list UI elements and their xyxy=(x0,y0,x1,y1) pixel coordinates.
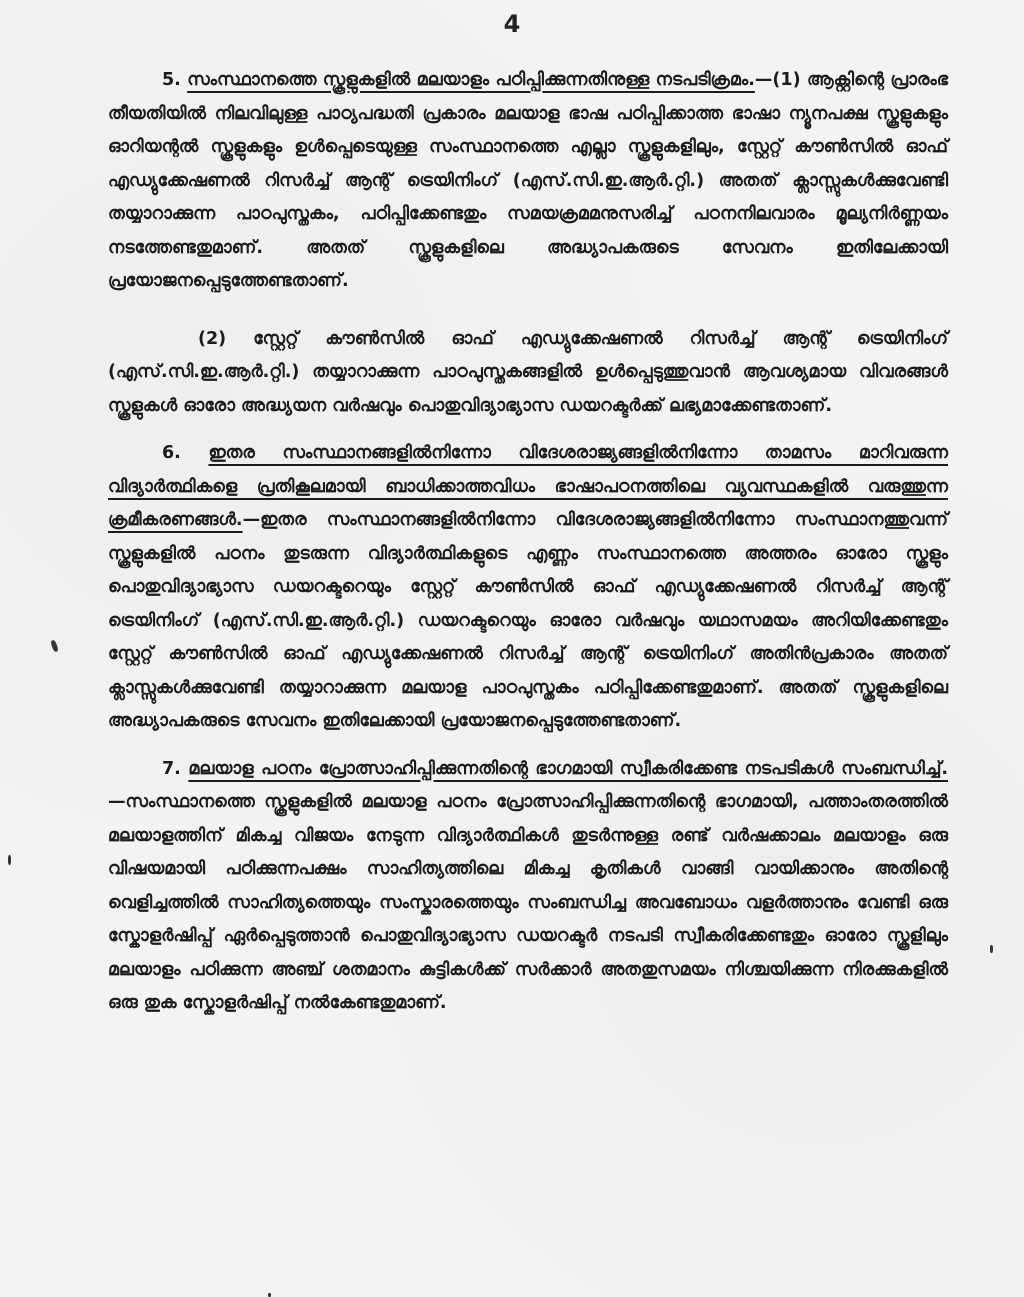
scan-speck xyxy=(268,1293,271,1297)
section-5-dash: — xyxy=(754,70,773,90)
section-7-text: സംസ്ഥാനത്തെ സ്കൂളുകളിൽ മലയാള പഠനം പ്രോത്സാഹിപ്പിക്കുന്നതിന്റെ ഭാഗമായി, പത്താംതരത്തിൽ മലയാളത്തിന് മികച്ച വിജയം നേടുന്ന വിദ്യാർത്ഥികൾ തുടർന്നുള്ള രണ്ട് വർഷക്കാലം മലയാളം ഒരു വിഷയമായി പഠിക്കുന്നപക്ഷം സാഹിത്യത്തിലെ മികച്ച കൃതികൾ വാങ്ങി വായിക്കാനും അതിന്റെ വെളിച്ചത്തിൽ സാഹിത്യത്തെയും സംസ്കാരത്തെയും സംബന്ധിച്ച അവബോധം വളർത്താനും വേണ്ടി ഒരു സ്കോളർഷിപ്പ് ഏർപ്പെടുത്താൻ പൊതുവിദ്യാഭ്യാസ ഡയറക്ടർ നടപടി സ്വീകരിക്കേണ്ടതും ഓരോ സ്കൂളിലും മലയാളം പഠിക്കുന്ന അഞ്ച് ശതമാനം കുട്ടികൾക്ക് സർക്കാർ അതതുസമയം നിശ്ചയിക്കുന്ന നിരക്കുകളിൽ ഒരു തുക സ്കോളർഷിപ്പ് നൽകേണ്ടതുമാണ്. xyxy=(108,792,948,1013)
section-7-number: 7. xyxy=(162,758,181,779)
section-5-subsection-2-text: സ്റ്റേറ്റ് കൗൺസിൽ ഓഫ് എഡ്യുക്കേഷണൽ റിസർച്ച് ആന്റ് ട്രെയിനിംഗ് (എസ്.സി.ഇ.ആർ.റ്റി.) തയ്യാറാക്കുന്ന പാഠപുസ്തകങ്ങളിൽ ഉൾപ്പെടുത്തുവാൻ ആവശ്യമായ വിവരങ്ങൾ സ്കൂളുകൾ ഓരോ അദ്ധ്യയന വർഷവും പൊതുവിദ്യാഭ്യാസ ഡയറക്ടർക്ക് ലഭ്യമാക്കേണ്ടതാണ്. xyxy=(108,328,949,416)
scan-speck xyxy=(990,945,993,953)
section-5-subsection-1 xyxy=(108,64,948,299)
section-6-dash: — xyxy=(242,510,261,530)
section-7-dash: — xyxy=(108,792,126,812)
subsection-label: (2) xyxy=(198,328,227,349)
section-7 xyxy=(108,753,948,1021)
section-7-heading: മലയാള പഠനം പ്രോത്സാഹിപ്പിക്കുന്നതിന്റെ ഭാഗമായി സ്വീകരിക്കേണ്ട നടപടികൾ സംബന്ധിച്ച്. xyxy=(188,758,949,779)
section-5-number: 5. xyxy=(162,70,181,90)
section-5-subsection-2 xyxy=(108,323,948,424)
section-5-subsection-1-text: ആക്റ്റിന്റെ പ്രാരംഭ തീയതിയിൽ നിലവിലുള്ള പാഠ്യപദ്ധതി പ്രകാരം മലയാള ഭാഷ പഠിപ്പിക്കാത്ത ഭാഷാ ന്യൂനപക്ഷ സ്കൂളുകളും ഓറിയന്റൽ സ്കൂളുകളും ഉൾപ്പെടെയുള്ള സംസ്ഥാനത്തെ എല്ലാ സ്കൂളുകളിലും, സ്റ്റേറ്റ് കൗൺസിൽ ഓഫ് എഡ്യുക്കേഷണൽ റിസർച്ച് ആന്റ് ട്രെയിനിംഗ് (എസ്.സി.ഇ.ആർ.റ്റി.) അതത് ക്ലാസ്സുകൾക്കുവേണ്ടി തയ്യാറാക്കുന്ന പാഠപുസ്തകം, പഠിപ്പിക്കേണ്ടതും സമയക്രമമനുസരിച്ച് പഠനനിലവാരം മൂല്യനിർണ്ണയം നടത്തേണ്ടതുമാണ്. അതത് സ്കൂളുകളിലെ അദ്ധ്യാപകരുടെ സേവനം ഇതിലേക്കായി പ്രയോജനപ്പെടുത്തേണ്ടതാണ്. xyxy=(108,70,948,291)
document-body xyxy=(108,64,948,1021)
section-6-heading: ഇതര സംസ്ഥാനങ്ങളിൽനിന്നോ വിദേശരാജ്യങ്ങളിൽനിന്നോ താമസം മാറിവരുന്ന വിദ്യാർത്ഥികളെ പ്രതികൂലമായി ബാധിക്കാത്തവിധം ഭാഷാപഠനത്തിലെ വ്യവസ്ഥകളിൽ വരുത്തുന്ന ക്രമീകരണങ്ങൾ. xyxy=(108,443,948,530)
subsection-label: (1) xyxy=(772,70,801,90)
section-6-number: 6. xyxy=(162,443,181,463)
scan-speck xyxy=(50,640,59,653)
section-6 xyxy=(108,437,948,739)
section-6-text: ഇതര സംസ്ഥാനങ്ങളിൽനിന്നോ വിദേശരാജ്യങ്ങളിൽനിന്നോ സംസ്ഥാനത്തുവന്ന് സ്കൂളുകളിൽ പഠനം തുടരുന്ന വിദ്യാർത്ഥികളുടെ എണ്ണം സംസ്ഥാനത്തെ അത്തരം ഓരോ സ്കൂളും പൊതുവിദ്യാഭ്യാസ ഡയറക്ടറെയും സ്റ്റേറ്റ് കൗൺസിൽ ഓഫ് എഡ്യുക്കേഷണൽ റിസർച്ച് ആന്റ് ട്രെയിനിംഗ് (എസ്.സി.ഇ.ആർ.റ്റി.) ഡയറക്ടറെയും ഓരോ വർഷവും യഥാസമയം അറിയിക്കേണ്ടതും സ്റ്റേറ്റ് കൗൺസിൽ ഓഫ് എഡ്യുക്കേഷണൽ റിസർച്ച് ആന്റ് ട്രെയിനിംഗ് അതിൻപ്രകാരം അതത് ക്ലാസ്സുകൾക്കുവേണ്ടി തയ്യാറാക്കുന്ന മലയാള പാഠപുസ്തകം പഠിപ്പിക്കേണ്ടതുമാണ്. അതത് സ്കൂളുകളിലെ അദ്ധ്യാപകരുടെ സേവനം ഇതിലേക്കായി പ്രയോജനപ്പെടുത്തേണ്ടതാണ്. xyxy=(108,510,948,731)
section-5-heading: സംസ്ഥാനത്തെ സ്കൂളുകളിൽ മലയാളം പഠിപ്പിക്കുന്നതിനുള്ള നടപടിക്രമം. xyxy=(187,70,755,90)
page-number: 4 xyxy=(503,10,521,38)
scan-speck xyxy=(8,855,11,865)
